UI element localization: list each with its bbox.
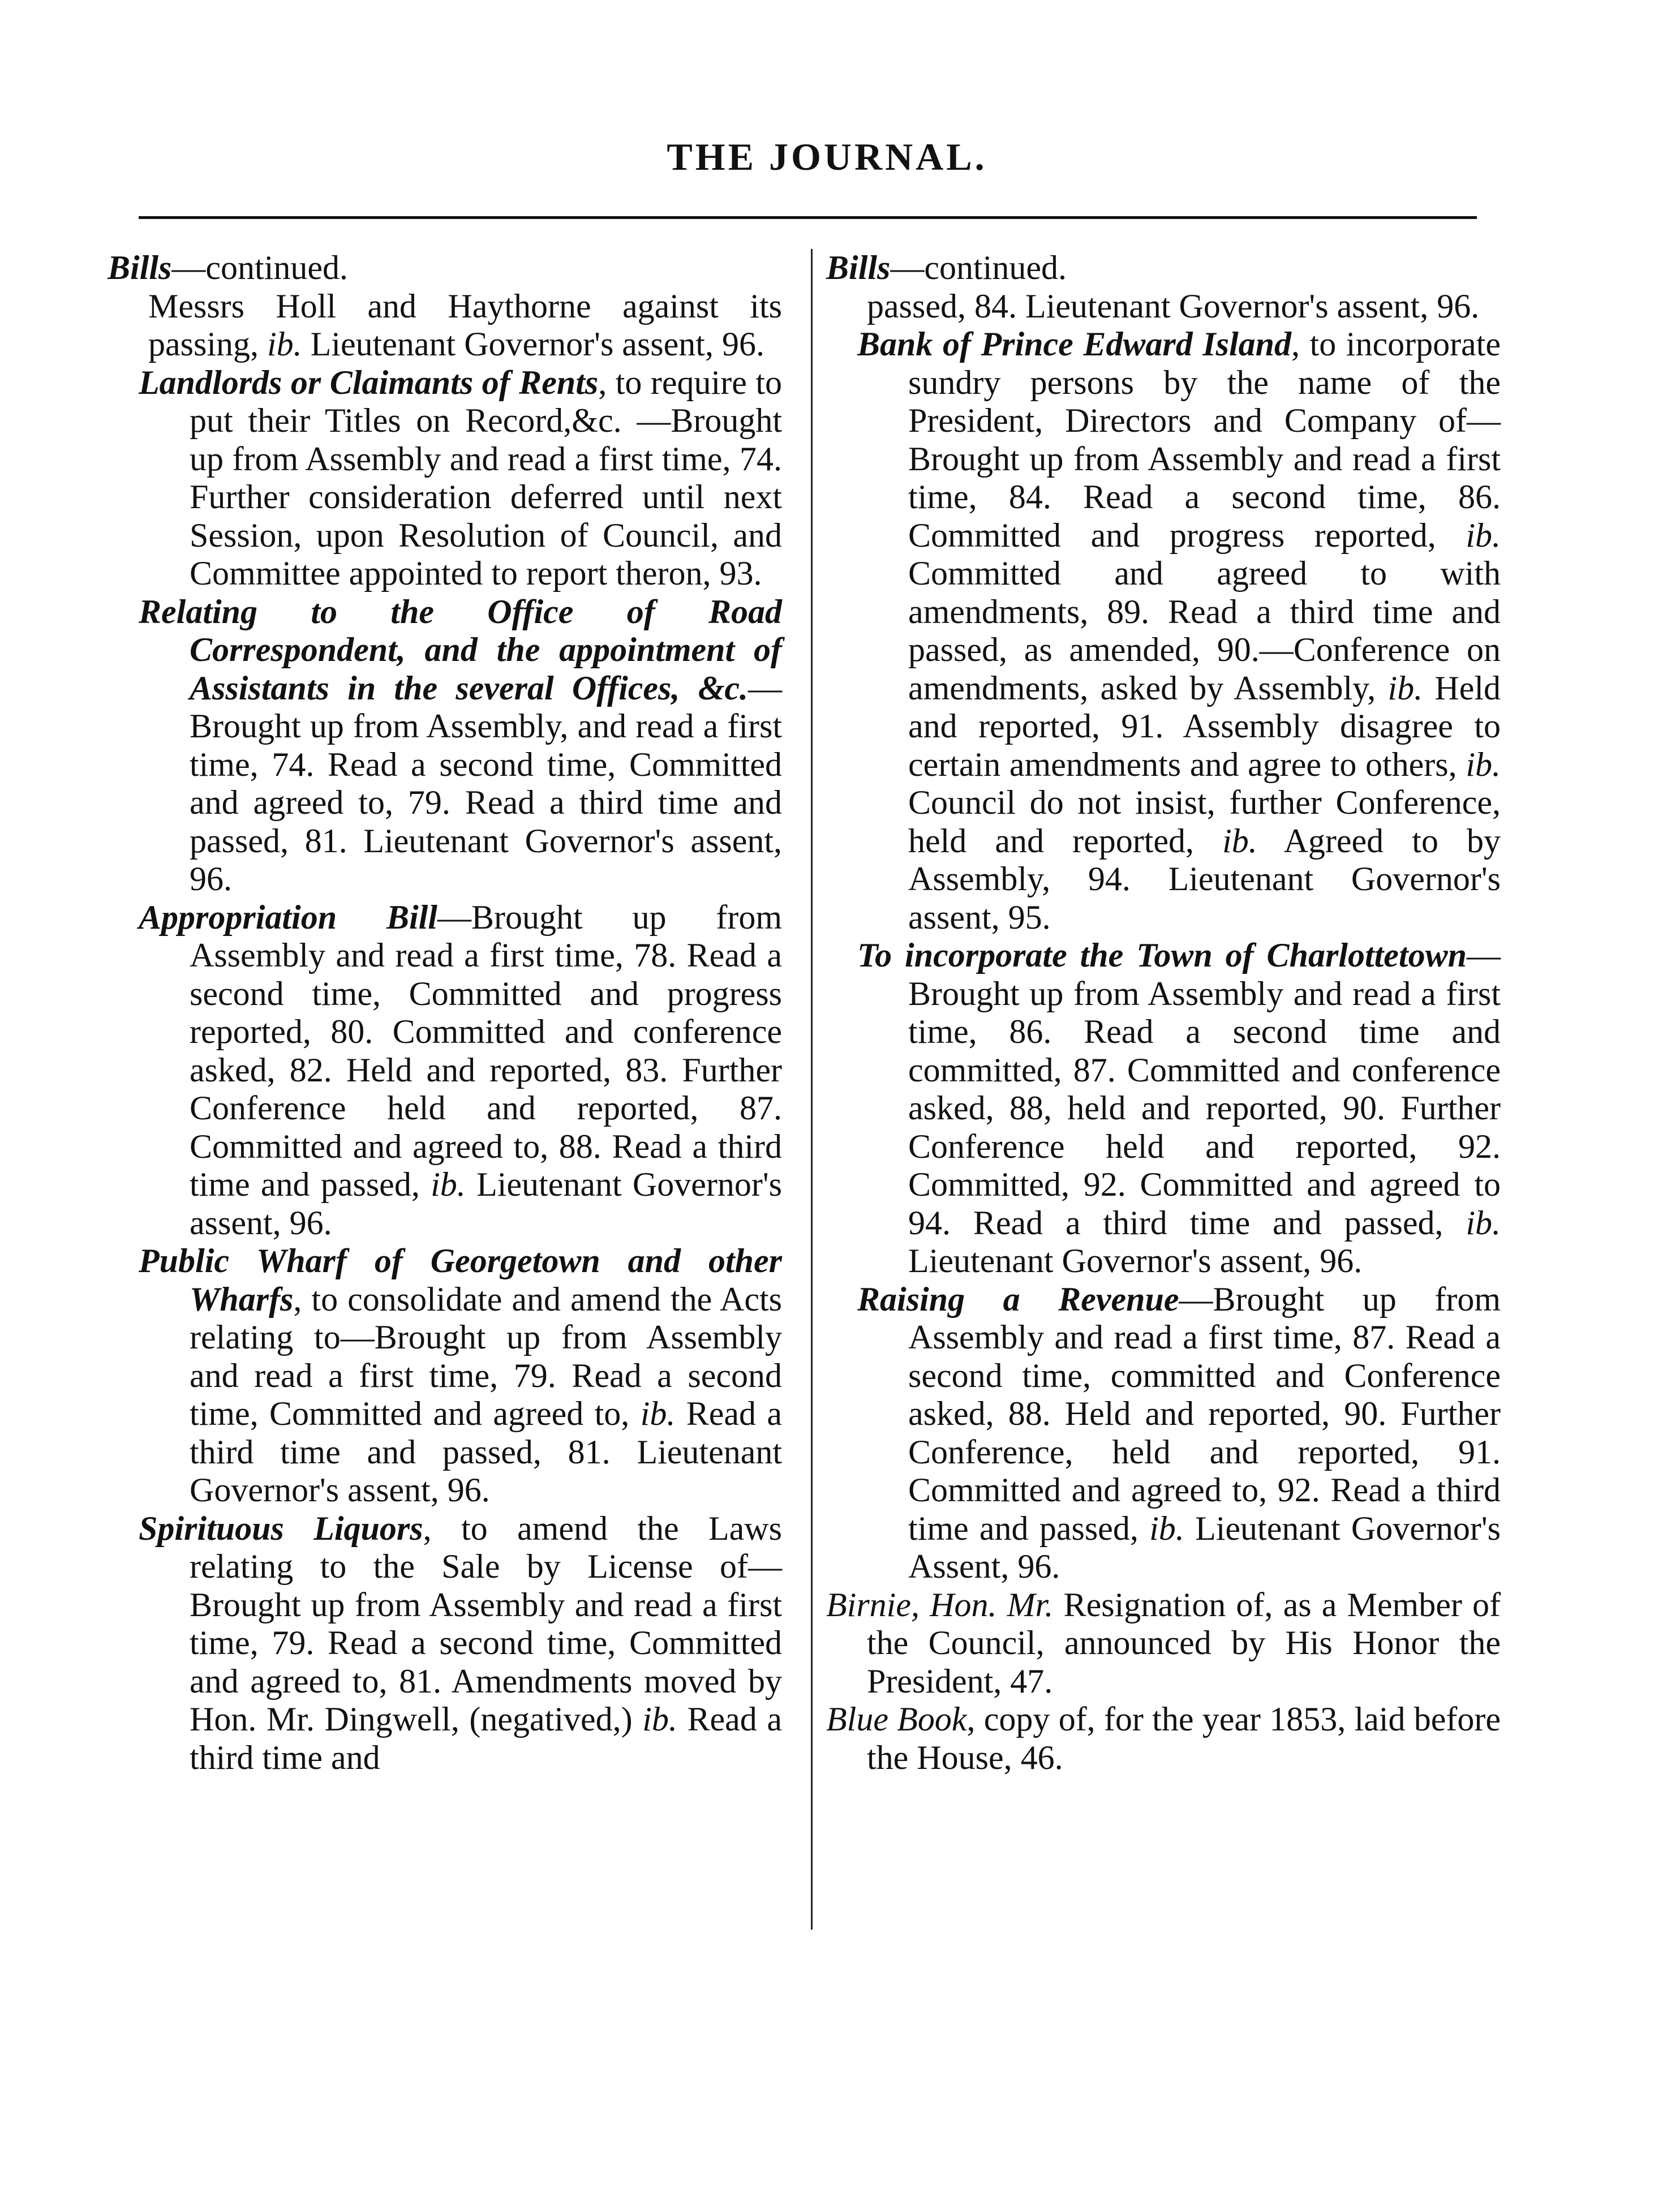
ibid-ref: ib. <box>267 325 302 363</box>
entry-text: passed, 84. Lieutenant Governor's assent, 96. <box>867 287 1480 325</box>
entry-text: Messrs Holl and Haythorne against its passing, <box>148 287 782 363</box>
entry-heading: Raising a Revenue <box>857 1280 1179 1318</box>
entry-text: Read a third time and <box>190 1700 782 1776</box>
entry-text: Agreed to by Assembly, 94. Lieutenant Governor's assent, 95. <box>908 822 1501 936</box>
entry-text: Resignation of, as a Member of the Council, announced by His Honor the President, 47. <box>867 1586 1501 1700</box>
ibid-ref: ib. <box>1222 822 1257 860</box>
entry-text: — Brought up from Assembly, and read a first time, 74. Read a second time, Committed and agreed to, 79. Read a third time and passed, 81. Lieutenant Governor's assent, 96. <box>190 669 782 897</box>
entry-heading: Landlords or Claimants of Rents <box>139 363 599 401</box>
continued-heading-word: Bills <box>826 249 891 286</box>
continued-heading-word: Bills <box>108 249 172 286</box>
index-entry <box>826 1281 1501 1586</box>
entry-text: Lieutenant Governor's assent, 96. <box>908 1242 1363 1279</box>
entry-text: Lieutenant Governor's assent, 96. <box>190 1166 782 1242</box>
index-entry <box>108 899 782 1243</box>
entry-text: , to require to put their Titles on Record,&c. —Brought up from Assembly and read a first time, 74. Further consideration deferred until next Session, upon Resolution of Council, and Committee appointed to report theron, 93. <box>190 363 783 592</box>
entry-heading: To incorporate the Town of Charlottetown <box>857 937 1467 974</box>
entry-heading: Public Wharf of Georgetown and other Wharfs <box>139 1242 782 1318</box>
ibid-ref: ib. <box>1149 1509 1184 1547</box>
index-entry <box>826 1700 1501 1777</box>
continued-heading <box>826 249 1501 287</box>
index-entry <box>826 325 1501 937</box>
ibid-ref: ib. <box>642 1700 677 1738</box>
entry-heading: Spirituous Liquors <box>139 1509 423 1547</box>
entry-heading: Appropriation Bill <box>139 898 437 936</box>
index-entry <box>108 287 782 364</box>
ibid-ref: ib. <box>1466 516 1501 554</box>
ibid-ref: ib. <box>1466 1204 1501 1242</box>
entry-text: Lieutenant Governor's assent, 96. <box>302 325 764 363</box>
entry-text: —Brought up from Assembly and read a first time, 78. Read a second time, Committed and progress reported, 80. Committed and conference asked, 82. Held and reported, 83. Further Conference held and reported, 87. Committed and agreed to, 88. Read a third time and passed, <box>190 898 782 1203</box>
entry-text: , to amend the Laws relating to the Sale by License of— Brought up from Assembly and read a first time, 79. Read a second time, Committed and agreed to, 81. Amendments moved by Hon. Mr. Dingwell, (negatived,) <box>190 1509 782 1738</box>
entry-text: —Brought up from Assembly and read a first time, 87. Read a second time, committed and Conference asked, 88. Held and reported, 90. Further Conference, held and reported, 91. Committed and agreed to, 92. Read a third time and passed, <box>908 1280 1501 1547</box>
index-entry <box>108 593 782 899</box>
index-entry <box>108 364 782 593</box>
entry-heading: Bank of Prince Edward Island <box>857 325 1292 363</box>
entry-heading: Birnie, Hon. Mr. <box>826 1586 1054 1623</box>
entry-text: —Brought up from Assembly and read a first time, 86. Read a second time and committed, 87. Committed and conference asked, 88, held and reported, 90. Further Conference held and reported, 92. Committed, 92. Committed and agreed to 94. Read a third time and passed, <box>908 937 1501 1242</box>
entry-text: Lieutenant Governor's Assent, 96. <box>908 1509 1501 1585</box>
header-rule <box>139 216 1477 219</box>
index-entry <box>108 1510 782 1777</box>
entry-heading: Blue Book <box>826 1700 967 1738</box>
ibid-ref: ib. <box>1466 745 1501 783</box>
continued-heading-suffix: —continued. <box>890 249 1067 286</box>
column-divider <box>811 249 813 1930</box>
left-column <box>108 249 782 1777</box>
index-entry <box>826 287 1501 326</box>
index-entry <box>108 1242 782 1510</box>
right-column <box>826 249 1501 1777</box>
entry-text: , to incorporate sundry persons by the name of the President, Directors and Company of—Brought up from Assembly and read a first time, 84. Read a second time, 86. Committed and progress reported, <box>908 325 1501 554</box>
continued-heading-suffix: —continued. <box>171 249 348 286</box>
entry-text: Council do not insist, further Conference, held and reported, <box>908 784 1501 860</box>
continued-heading <box>108 249 782 287</box>
page-title: THE JOURNAL. <box>667 135 987 178</box>
index-entry <box>826 937 1501 1281</box>
entry-text: , to consolidate and amend the Acts relating to—Brought up from Assembly and read a first time, 79. Read a second time, Committed and agreed to, <box>190 1280 782 1432</box>
entry-heading: Relating to the Office of Road Correspondent, and the appointment of Assistants in the several Offices, &c. <box>139 592 782 707</box>
ibid-ref: ib. <box>431 1166 466 1203</box>
index-entry <box>826 1586 1501 1701</box>
ibid-ref: ib. <box>640 1395 676 1432</box>
entry-text: Held and reported, 91. Assembly disagree to certain amendments and agree to others, <box>908 669 1501 783</box>
entry-text: Committed and agreed to with amendments, 89. Read a third time and passed, as amended, 90.—Conference on amendments, asked by Assembly, <box>908 555 1501 707</box>
entry-text: Read a third time and passed, 81. Lieutenant Governor's assent, 96. <box>190 1395 782 1509</box>
entry-text: , copy of, for the year 1853, laid before the House, 46. <box>867 1700 1501 1776</box>
ibid-ref: ib. <box>1387 669 1423 707</box>
